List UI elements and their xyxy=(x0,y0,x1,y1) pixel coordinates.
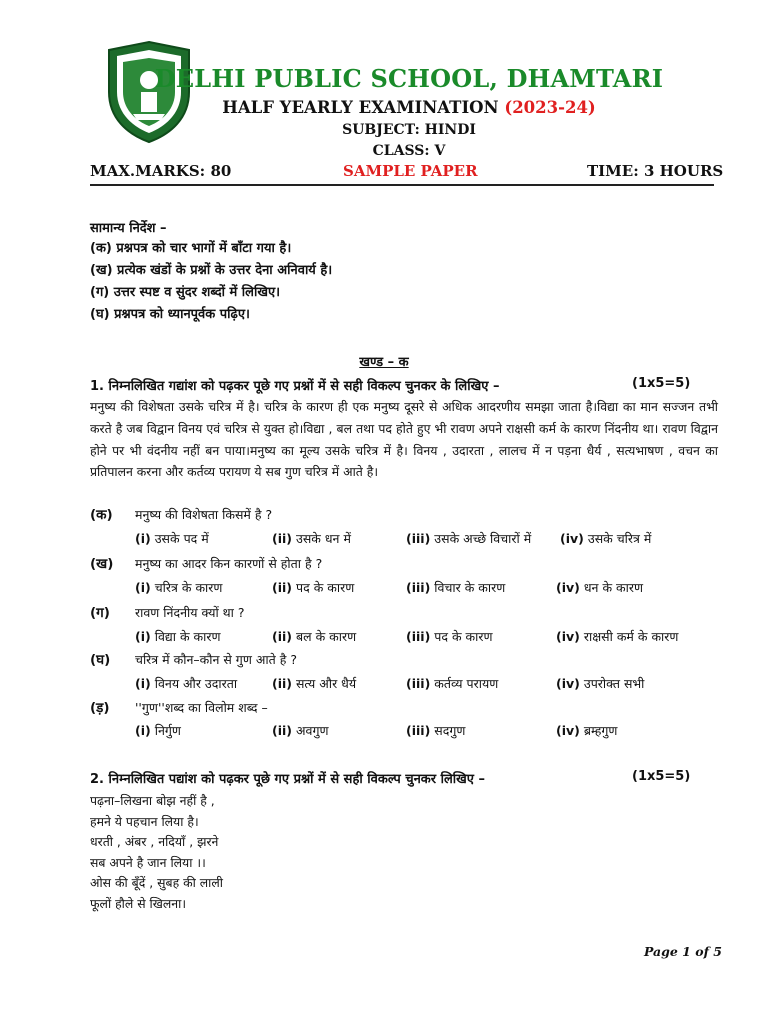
page-number: Page 1 of 5 xyxy=(643,944,722,959)
poem-line: हमने ये पहचान लिया है। xyxy=(90,813,199,829)
question-text: मनुष्य का आदर किन कारणों से होता है ? xyxy=(135,556,323,571)
option: (iii) उसके अच्छे विचारों में xyxy=(406,531,532,546)
question-1-heading: 1. निम्नलिखित गद्यांश को पढ़कर पूछे गए प्रश्नों में से सही विकल्प चुनकर के लिखिए – xyxy=(90,379,500,394)
instruction-item: (ग) उत्तर स्पष्ट व सुंदर शब्दों में लिखिए। xyxy=(90,285,281,300)
poem-line: फूलों हौले से खिलना। xyxy=(90,895,187,911)
option: (iv) धन के कारण xyxy=(556,580,644,595)
poem-line: धरती , अंबर , नदियाँ , झरने xyxy=(90,834,219,849)
question-label: (ख) xyxy=(90,556,114,572)
exam-year: (2023-24) xyxy=(504,98,596,117)
option: (i) निर्गुण xyxy=(135,723,181,738)
option: (iv) ब्रम्हगुण xyxy=(556,723,618,738)
poem-line: ओस की बूँदें , सुबह की लाली xyxy=(90,875,223,890)
question-2-heading: 2. निम्नलिखित पद्यांश को पढ़कर पूछे गए प्रश्नों में से सही विकल्प चुनकर लिखिए – xyxy=(90,772,486,787)
instruction-item: (क) प्रश्नपत्र को चार भागों में बाँटा गया है। xyxy=(90,241,292,256)
class: CLASS: V xyxy=(372,143,446,159)
question-1-marks: (1x5=5) xyxy=(632,376,691,391)
header-rule xyxy=(90,184,714,186)
section-title: खण्ड – क xyxy=(359,355,409,370)
question-text: ''गुण''शब्द का विलोम शब्द – xyxy=(135,700,268,715)
option: (ii) सत्य और धैर्य xyxy=(272,676,357,691)
poem-line: पढ़ना–लिखना बोझ नहीं है , xyxy=(90,793,215,808)
option: (i) विनय और उदारता xyxy=(135,676,238,691)
time-label: TIME: 3 HOURS xyxy=(587,162,724,180)
question-1-passage: मनुष्य की विशेषता उसके चरित्र में है। चरित्र के कारण ही एक मनुष्य दूसरे से अधिक आदरणीय समझा जाता है।विद्या का मान सज्जन तभी करते है जब विद्वान विनय एवं चरित्र से युक्त हो।विद्या , बल तथा पद होते हुए भी रावण अपने राक्षसी कर्म के कारण निंदनीय था। रावण विद्वान होने पर भी वंदनीय नहीं बन पाया।मनुष्य का मूल्य उसके चरित्र में है। विनय , उदारता , लालच में न पड़ना धैर्य , सत्यभाषण , वचन का प्रतिपालन करना और कर्तव्य परायण ये सब गुण चरित्र में आते है। xyxy=(90,399,718,480)
question-label: (ग) xyxy=(90,605,110,621)
option: (ii) अवगुण xyxy=(272,723,329,738)
option: (i) चरित्र के कारण xyxy=(135,580,223,595)
option: (iii) सदगुण xyxy=(406,723,466,738)
option: (iv) राक्षसी कर्म के कारण xyxy=(556,629,679,644)
exam-name: HALF YEARLY EXAMINATION xyxy=(222,98,499,117)
option: (iv) उपरोक्त सभी xyxy=(556,676,645,691)
instruction-item: (ख) प्रत्येक खंडों के प्रश्नों के उत्तर देना अनिवार्य है। xyxy=(90,263,333,278)
sample-paper-label: SAMPLE PAPER xyxy=(343,162,478,180)
instructions-title: सामान्य निर्देश – xyxy=(90,221,167,236)
question-2-marks: (1x5=5) xyxy=(632,769,691,784)
option: (iv) उसके चरित्र में xyxy=(560,531,652,546)
poem-line: सब अपने है जान लिया ।। xyxy=(90,854,206,870)
question-label: (घ) xyxy=(90,652,111,668)
option: (iii) पद के कारण xyxy=(406,629,493,644)
max-marks: MAX.MARKS: 80 xyxy=(90,162,232,180)
option: (ii) बल के कारण xyxy=(272,629,357,644)
question-label: (ड़) xyxy=(90,700,110,716)
subject: SUBJECT: HINDI xyxy=(342,122,476,138)
option: (iii) कर्तव्य परायण xyxy=(406,676,499,691)
option: (iii) विचार के कारण xyxy=(406,580,506,595)
school-name: DELHI PUBLIC SCHOOL, DHAMTARI xyxy=(154,64,664,93)
question-text: रावण निंदनीय क्यों था ? xyxy=(135,605,245,620)
option: (ii) उसके धन में xyxy=(272,531,351,546)
question-2-poem xyxy=(90,791,223,914)
question-text: चरित्र में कौन–कौन से गुण आते है ? xyxy=(135,652,297,667)
question-text: मनुष्य की विशेषता किसमें है ? xyxy=(135,507,273,522)
question-label: (क) xyxy=(90,507,113,523)
option: (i) उसके पद में xyxy=(135,531,209,546)
option: (i) विद्या के कारण xyxy=(135,629,221,644)
exam-title xyxy=(0,98,768,117)
option: (ii) पद के कारण xyxy=(272,580,355,595)
instruction-item: (घ) प्रश्नपत्र को ध्यानपूर्वक पढ़िए। xyxy=(90,307,250,322)
